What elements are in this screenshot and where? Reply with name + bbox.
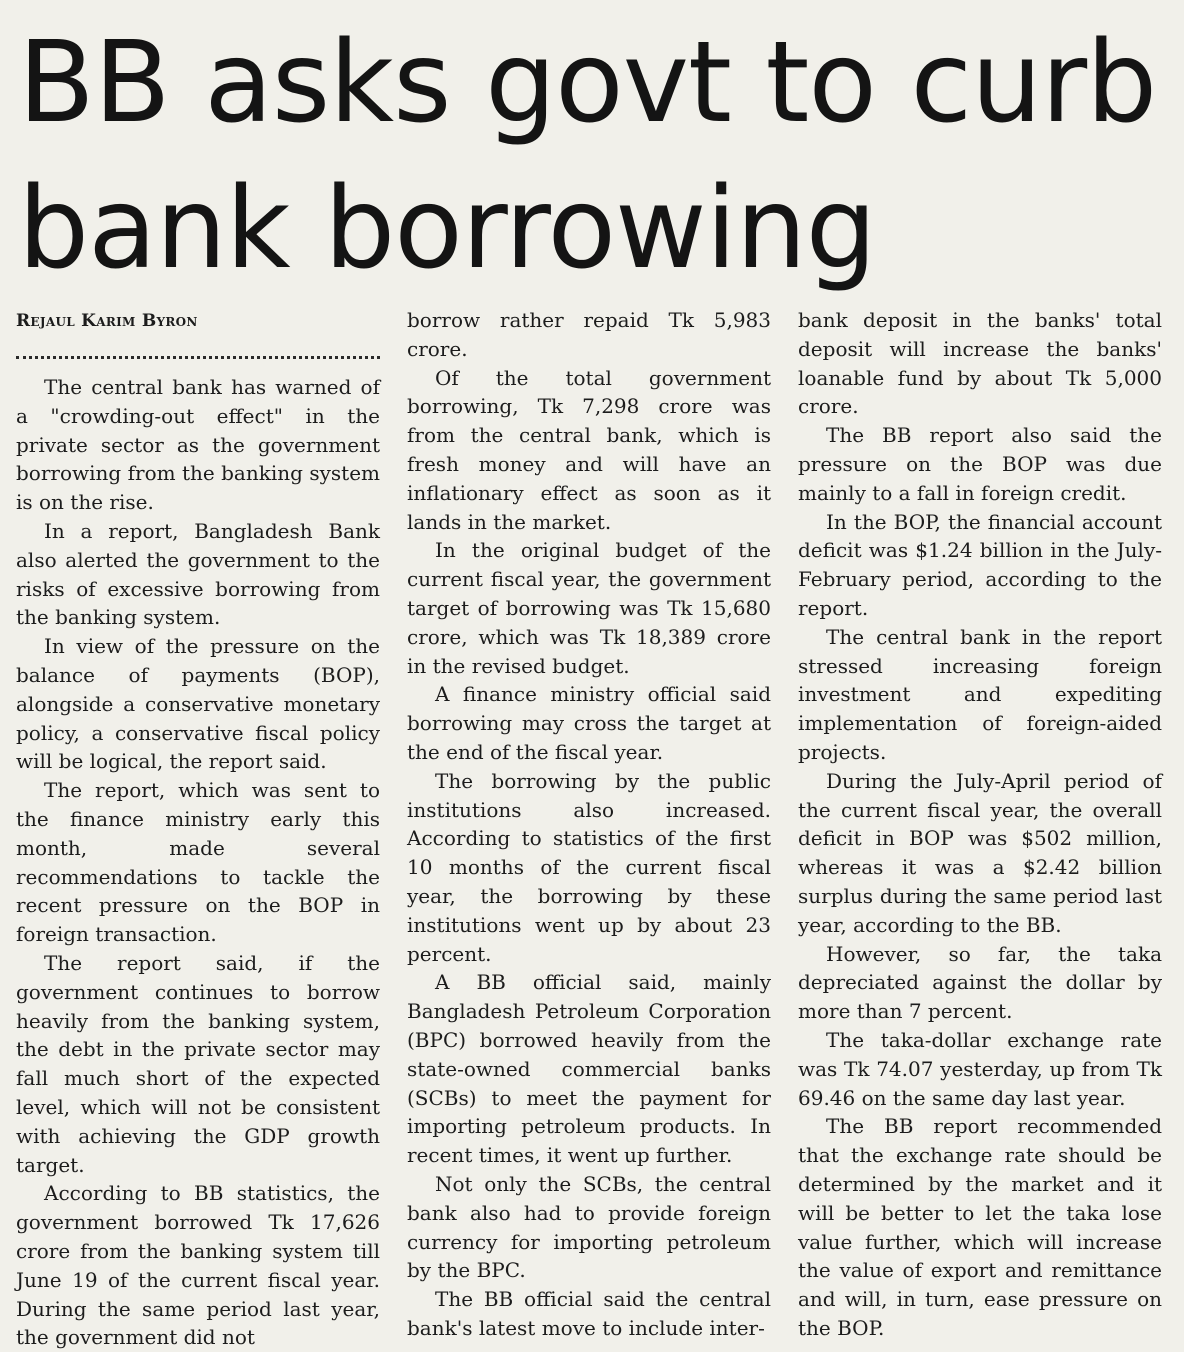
paragraph: The report said, if the government continues to borrow heavily from the banking system, the debt in the private sector may fall much short of the expected level, which will not be consistent with achieving the GDP growth target. (16, 950, 380, 1177)
article-column-3 (798, 306, 1162, 1343)
paragraph: A finance ministry official said borrowing may cross the target at the end of the fiscal year. (407, 682, 771, 764)
paragraph: The report, which was sent to the finance ministry early this month, made several recommendations to tackle the recent pressure on the BOP in foreign transaction. (16, 778, 380, 947)
article-column-1 (16, 306, 380, 1352)
paragraph: In the original budget of the current fiscal year, the government target of borrowing was Tk 15,680 crore, which was Tk 18,389 crore in the revised budget. (407, 538, 771, 678)
paragraph: The borrowing by the public institutions also increased. According to statistics of the first 10 months of the current fiscal year, the borrowing by these institutions went up by about 23 percent. (407, 768, 771, 966)
byline: Rejaul Karim Byron (16, 311, 198, 331)
paragraph: Not only the SCBs, the central bank also had to provide foreign currency for importing petroleum by the BPC. (407, 1171, 771, 1283)
paragraph: In the BOP, the financial account deficit was $1.24 billion in the July-February period, according to the report. (798, 509, 1162, 620)
paragraph: During the July-April period of the current fiscal year, the overall deficit in BOP was $502 million, whereas it was a $2.42 billion surplus during the same period last year, according to the BB. (798, 768, 1162, 937)
paragraph: The central bank in the report stressed increasing foreign investment and expediting implementation of foreign-aided projects. (798, 624, 1162, 764)
paragraph: The BB official said the central bank's latest move to include inter- (407, 1287, 771, 1340)
paragraph-continued: borrow rather repaid Tk 5,983 crore. (407, 308, 771, 361)
paragraph: The BB report recommended that the exchange rate should be determined by the market and it will be better to let the taka lose value further, which will increase the value of export and remittance and will, in turn, ease pressure on the BOP. (798, 1114, 1162, 1340)
paragraph: The BB report also said the pressure on the BOP was due mainly to a fall in foreign credit. (798, 423, 1162, 505)
headline: BB asks govt to curb bank borrowing (18, 18, 1157, 294)
paragraph: In a report, Bangladesh Bank also alerted the government to the risks of excessive borrowing from the banking system. (16, 518, 380, 630)
paragraph-continued: bank deposit in the banks' total deposit will increase the banks' loanable fund by about Tk 5,000 crore. (798, 308, 1162, 419)
article-column-2 (407, 306, 771, 1343)
byline-divider (16, 346, 380, 359)
paragraph: The central bank has warned of a "crowding-out effect" in the private sector as the government borrowing from the banking system is on the rise. (16, 375, 380, 515)
paragraph: According to BB statistics, the government borrowed Tk 17,626 crore from the banking system till June 19 of the current fiscal year. During the same period last year, the government did not (16, 1181, 380, 1350)
paragraph: The taka-dollar exchange rate was Tk 74.07 yesterday, up from Tk 69.46 on the same day last year. (798, 1027, 1162, 1110)
paragraph: In view of the pressure on the balance of payments (BOP), alongside a conservative monetary policy, a conservative fiscal policy will be logical, the report said. (16, 634, 380, 774)
paragraph: Of the total government borrowing, Tk 7,298 crore was from the central bank, which is fresh money and will have an inflationary effect as soon as it lands in the market. (407, 365, 771, 534)
paragraph: A BB official said, mainly Bangladesh Petroleum Corporation (BPC) borrowed heavily from the state-owned commercial banks (SCBs) to meet the payment for importing petroleum products. In recent times, it went up further. (407, 970, 771, 1168)
paragraph: However, so far, the taka depreciated against the dollar by more than 7 percent. (798, 941, 1162, 1024)
